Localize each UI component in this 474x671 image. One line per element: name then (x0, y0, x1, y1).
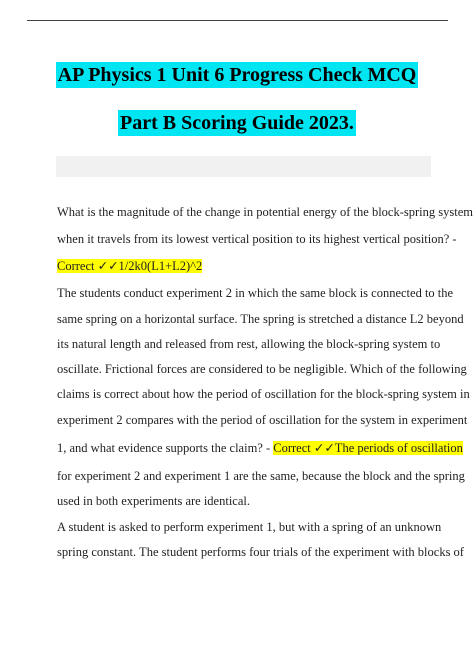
question-2-line-6: experiment 2 compares with the period of oscillation for the system in experiment (57, 413, 468, 427)
question-2-line-4: oscillate. Frictional forces are considered to be negligible. Which of the following (57, 362, 467, 376)
top-rule (27, 20, 448, 21)
question-2-line-3: its natural length and released from rest, allowing the block-spring system to (57, 337, 441, 351)
document-subtitle (0, 110, 474, 136)
title-line-2: Part B Scoring Guide 2023. (120, 112, 354, 134)
question-2-line-2: same spring on a horizontal surface. The spring is stretched a distance L2 beyond (57, 312, 464, 326)
question-1-answer-line (57, 258, 202, 274)
question-2-line-1: The students conduct experiment 2 in which the same block is connected to the (57, 286, 454, 300)
question-2-line-9: used in both experiments are identical. (57, 494, 250, 508)
gray-separator-band (56, 156, 431, 177)
question-2-answer: Correct ✓✓The periods of oscillation (273, 441, 463, 455)
question-2-line-7 (57, 440, 463, 456)
question-2-line-8: for experiment 2 and experiment 1 are the same, because the block and the spring (57, 469, 465, 483)
question-1-answer: Correct ✓✓1/2k0(L1+L2)^2 (57, 259, 203, 273)
question-1-line-2: when it travels from its lowest vertical position to its highest vertical position? - (57, 232, 457, 246)
question-2-line-5: claims is correct about how the period of oscillation for the block-spring system in (57, 387, 470, 401)
question-3-line-1: A student is asked to perform experiment 1, but with a spring of an unknown (57, 520, 442, 534)
document-title (0, 62, 474, 88)
question-3-line-2: spring constant. The student performs four trials of the experiment with blocks of (57, 545, 464, 559)
title-line-1: AP Physics 1 Unit 6 Progress Check MCQ (57, 64, 417, 86)
question-2-prompt-end: 1, and what evidence supports the claim? - (57, 441, 271, 455)
question-1-line-1: What is the magnitude of the change in potential energy of the block-spring system (57, 205, 473, 219)
